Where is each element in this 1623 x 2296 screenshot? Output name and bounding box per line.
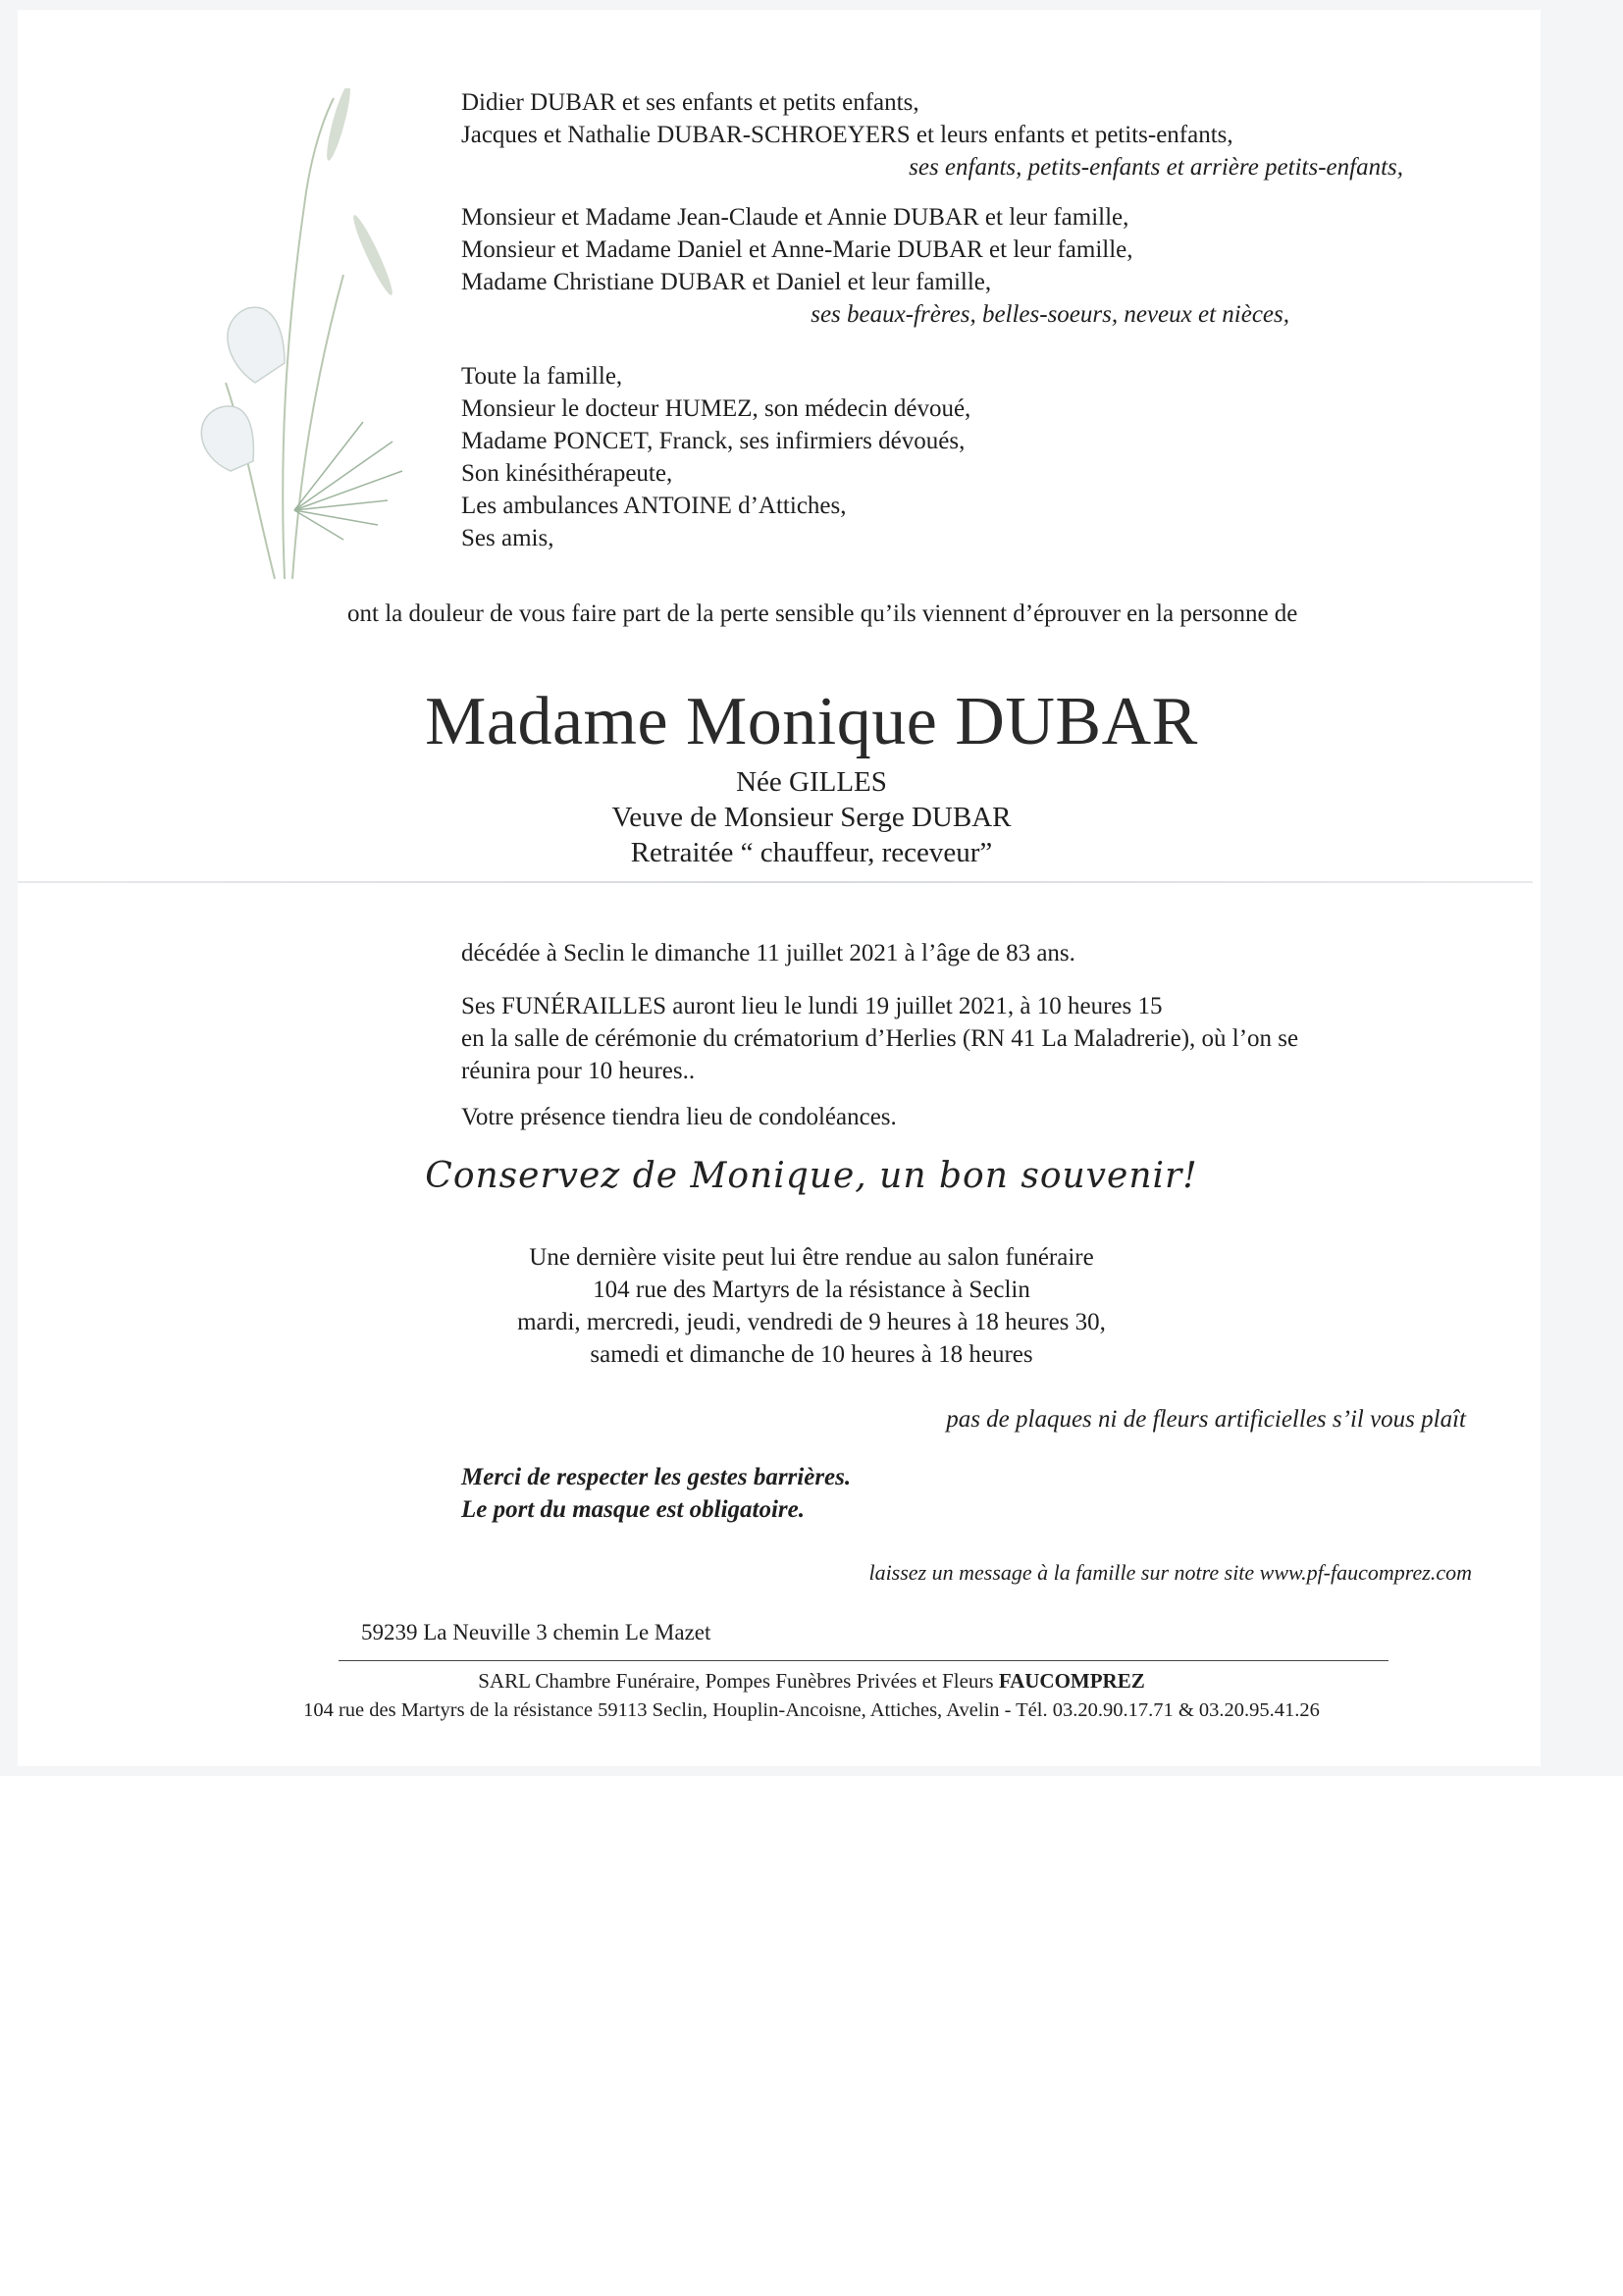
footer-separator [339, 1660, 1388, 1661]
funeral-home-brand: FAUCOMPREZ [998, 1669, 1145, 1693]
funeral-line: en la salle de cérémonie du crématorium d’Herlies (RN 41 La Maladrerie), où l’on se [461, 1025, 1299, 1052]
announcement-text: ont la douleur de vous faire part de la perte sensible qu’ils viennent d’éprouver en la personne de [347, 600, 1298, 627]
deceased-widow-of: Veuve de Monsieur Serge DUBAR [611, 802, 1012, 833]
funeral-line: Ses FUNÉRAILLES auront lieu le lundi 19 juillet 2021, à 10 heures 15 [461, 993, 1163, 1019]
visit-line: samedi et dimanche de 10 heures à 18 heures [590, 1341, 1033, 1368]
death-notice: décédée à Seclin le dimanche 11 juillet 2021 à l’âge de 83 ans. [461, 940, 1075, 966]
address-line: 59239 La Neuville 3 chemin Le Mazet [361, 1620, 711, 1644]
family-role-siblings-in-law: ses beaux-frères, belles-soeurs, neveux et nièces, [811, 301, 1289, 328]
souvenir-message: Conservez de Monique, un bon souvenir! [425, 1156, 1198, 1196]
family-line: Les ambulances ANTOINE d’Attiches, [461, 493, 847, 519]
gesture-line: Le port du masque est obligatoire. [461, 1496, 805, 1523]
funeral-home-name [0, 1667, 1623, 1695]
family-line: Monsieur et Madame Jean-Claude et Annie DUBAR et leur famille, [461, 204, 1129, 231]
no-flowers-note: pas de plaques ni de fleurs artificielles s’il vous plaît [946, 1406, 1466, 1433]
funeral-details [461, 990, 1298, 1087]
visit-line: Une dernière visite peut lui être rendue au salon funéraire [529, 1244, 1094, 1271]
family-line: Didier DUBAR et ses enfants et petits enfants, [461, 89, 919, 116]
card-fold-line [18, 881, 1533, 883]
calla-lily-wheat-illustration [137, 88, 432, 599]
deceased-maiden-name: Née GILLES [736, 766, 887, 798]
family-block-others [461, 360, 970, 554]
funeral-line: réunira pour 10 heures.. [461, 1058, 696, 1084]
family-line: Monsieur et Madame Daniel et Anne-Marie DUBAR et leur famille, [461, 236, 1133, 263]
deceased-name: Madame Monique DUBAR [425, 684, 1198, 759]
deceased-profession: Retraitée “ chauffeur, receveur” [630, 837, 993, 868]
visit-details [0, 1241, 1623, 1371]
visit-line: 104 rue des Martyrs de la résistance à Seclin [593, 1277, 1030, 1303]
family-block-siblings-in-law [461, 201, 1133, 298]
visit-line: mardi, mercredi, jeudi, vendredi de 9 heures à 18 heures 30, [517, 1309, 1106, 1335]
family-line: Toute la famille, [461, 363, 623, 390]
condolences-note: Votre présence tiendra lieu de condoléances. [461, 1104, 897, 1130]
website-message: laissez un message à la famille sur notre site www.pf-faucomprez.com [868, 1560, 1472, 1585]
family-line: Ses amis, [461, 525, 554, 551]
family-line: Son kinésithérapeute, [461, 460, 673, 487]
family-line: Jacques et Nathalie DUBAR-SCHROEYERS et leurs enfants et petits-enfants, [461, 122, 1233, 148]
funeral-home-name-prefix: SARL Chambre Funéraire, Pompes Funèbres Privées et Fleurs [478, 1669, 999, 1693]
family-line: Monsieur le docteur HUMEZ, son médecin dévoué, [461, 395, 971, 422]
funeral-home-contact: 104 rue des Martyrs de la résistance 59113 Seclin, Houplin-Ancoisne, Attiches, Avelin - Tél. 03.20.90.17.71 & 03.20.95.41.26 [303, 1699, 1320, 1721]
family-line: Madame Christiane DUBAR et Daniel et leur famille, [461, 269, 992, 295]
family-line: Madame PONCET, Franck, ses infirmiers dévoués, [461, 428, 966, 454]
gesture-line: Merci de respecter les gestes barrières. [461, 1464, 852, 1490]
family-block-children [461, 86, 1233, 151]
sanitary-gestures-note [461, 1461, 851, 1526]
family-role-children: ses enfants, petits-enfants et arrière petits-enfants, [909, 154, 1403, 181]
